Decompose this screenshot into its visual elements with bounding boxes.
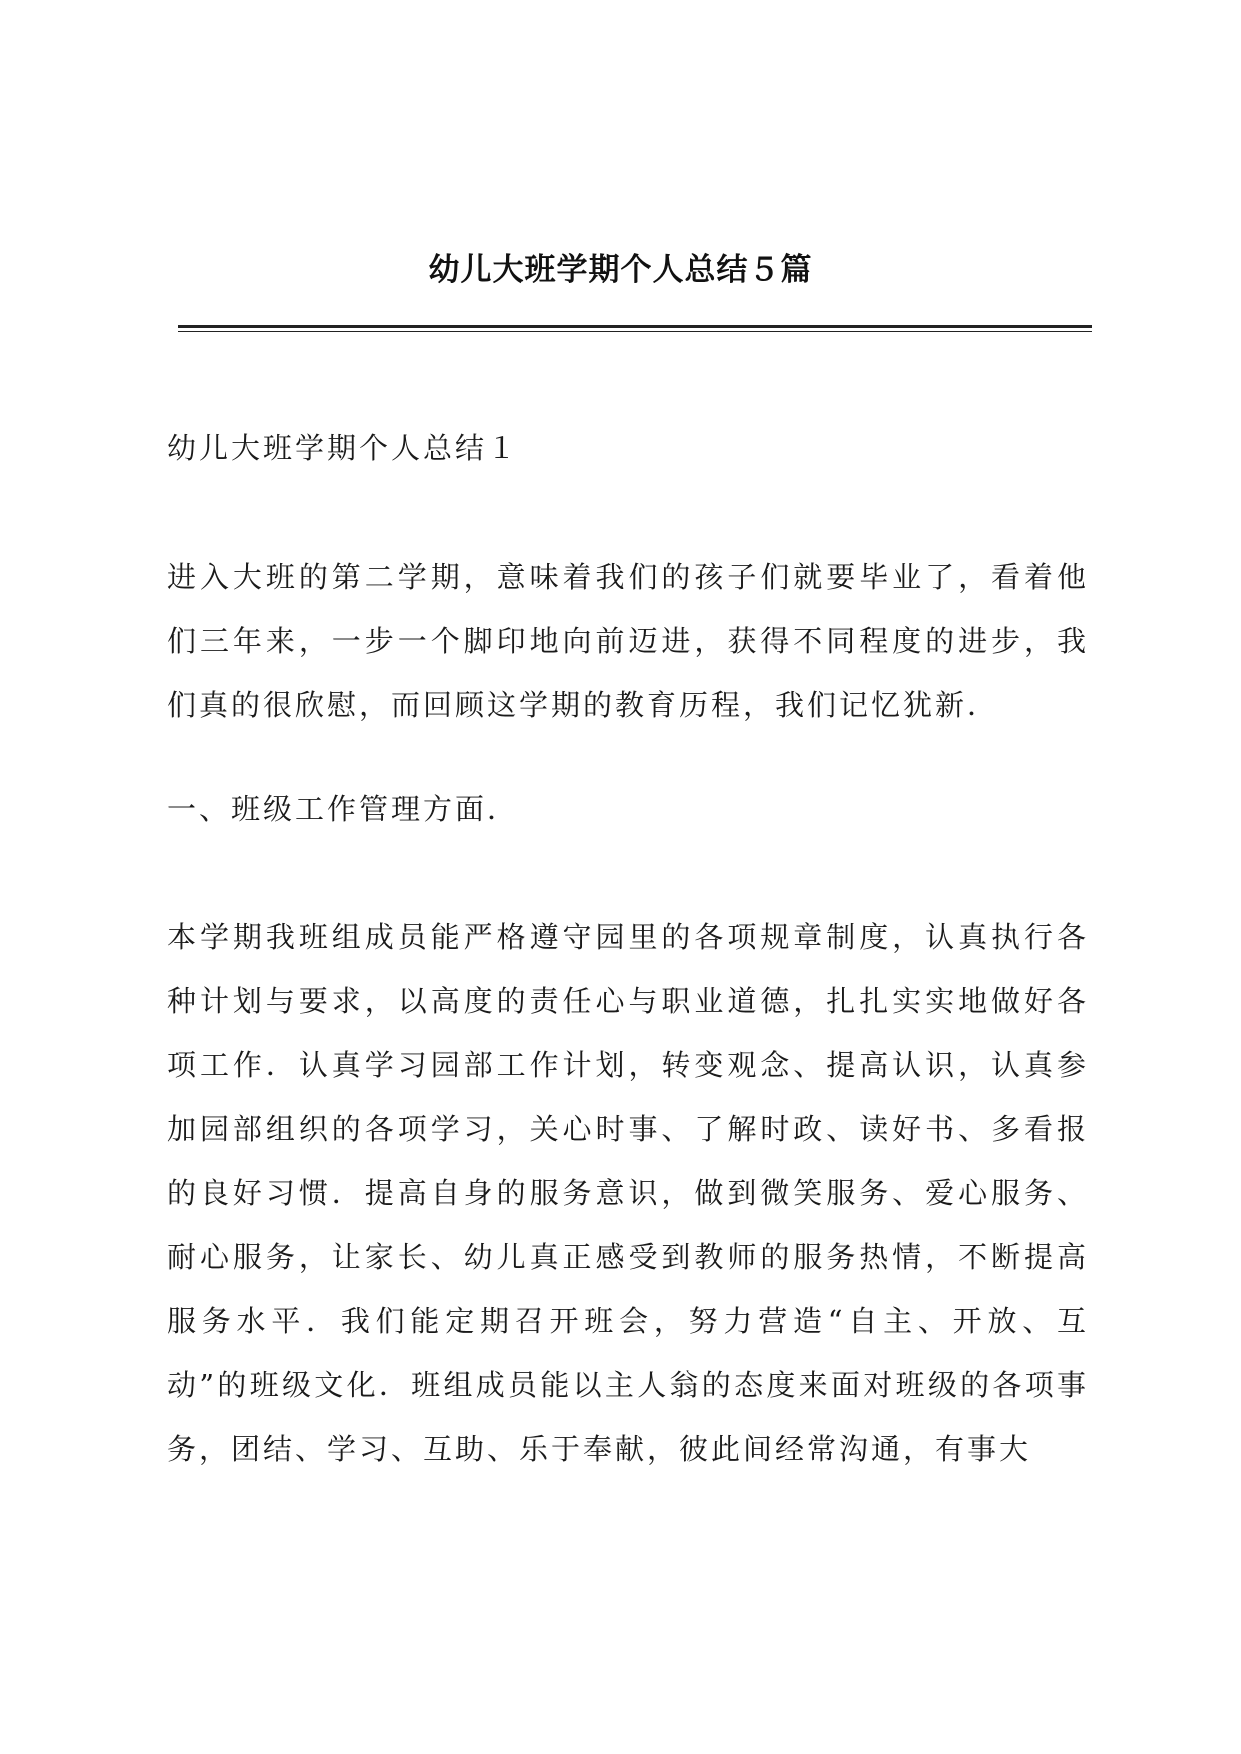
title-double-rule xyxy=(178,325,1092,332)
paragraph-intro: 进入大班的第二学期，意味着我们的孩子们就要毕业了，看着他们三年来，一步一个脚印地向前迈进，获得不同程度的进步，我们真的很欣慰，而回顾这学期的教育历程，我们记忆犹新． xyxy=(167,560,1089,722)
section-heading: 幼儿大班学期个人总结１ xyxy=(167,431,520,465)
subheading-class-management: 一、班级工作管理方面． xyxy=(167,792,520,826)
paragraph-class-management: 本学期我班组成员能严格遵守园里的各项规章制度，认真执行各种计划与要求，以高度的责任心与职业道德，扎扎实实地做好各项工作．认真学习园部工作计划，转变观念、提高认识，认真参加园部组织的各项学习，关心时事、了解时政、读好书、多看报的良好习惯．提高自身的服务意识，做到微笑服务、爱心服务、耐心服务，让家长、幼儿真正感受到教师的服务热情，不断提高服务水平．我们能定期召开班会，努力营造“自主、开放、互动”的班级文化．班组成员能以主人翁的态度来面对班级的各项事务，团结、学习、互助、乐于奉献，彼此间经常沟通，有事大 xyxy=(167,920,1089,1466)
document-title: 幼儿大班学期个人总结５篇 xyxy=(428,252,813,288)
